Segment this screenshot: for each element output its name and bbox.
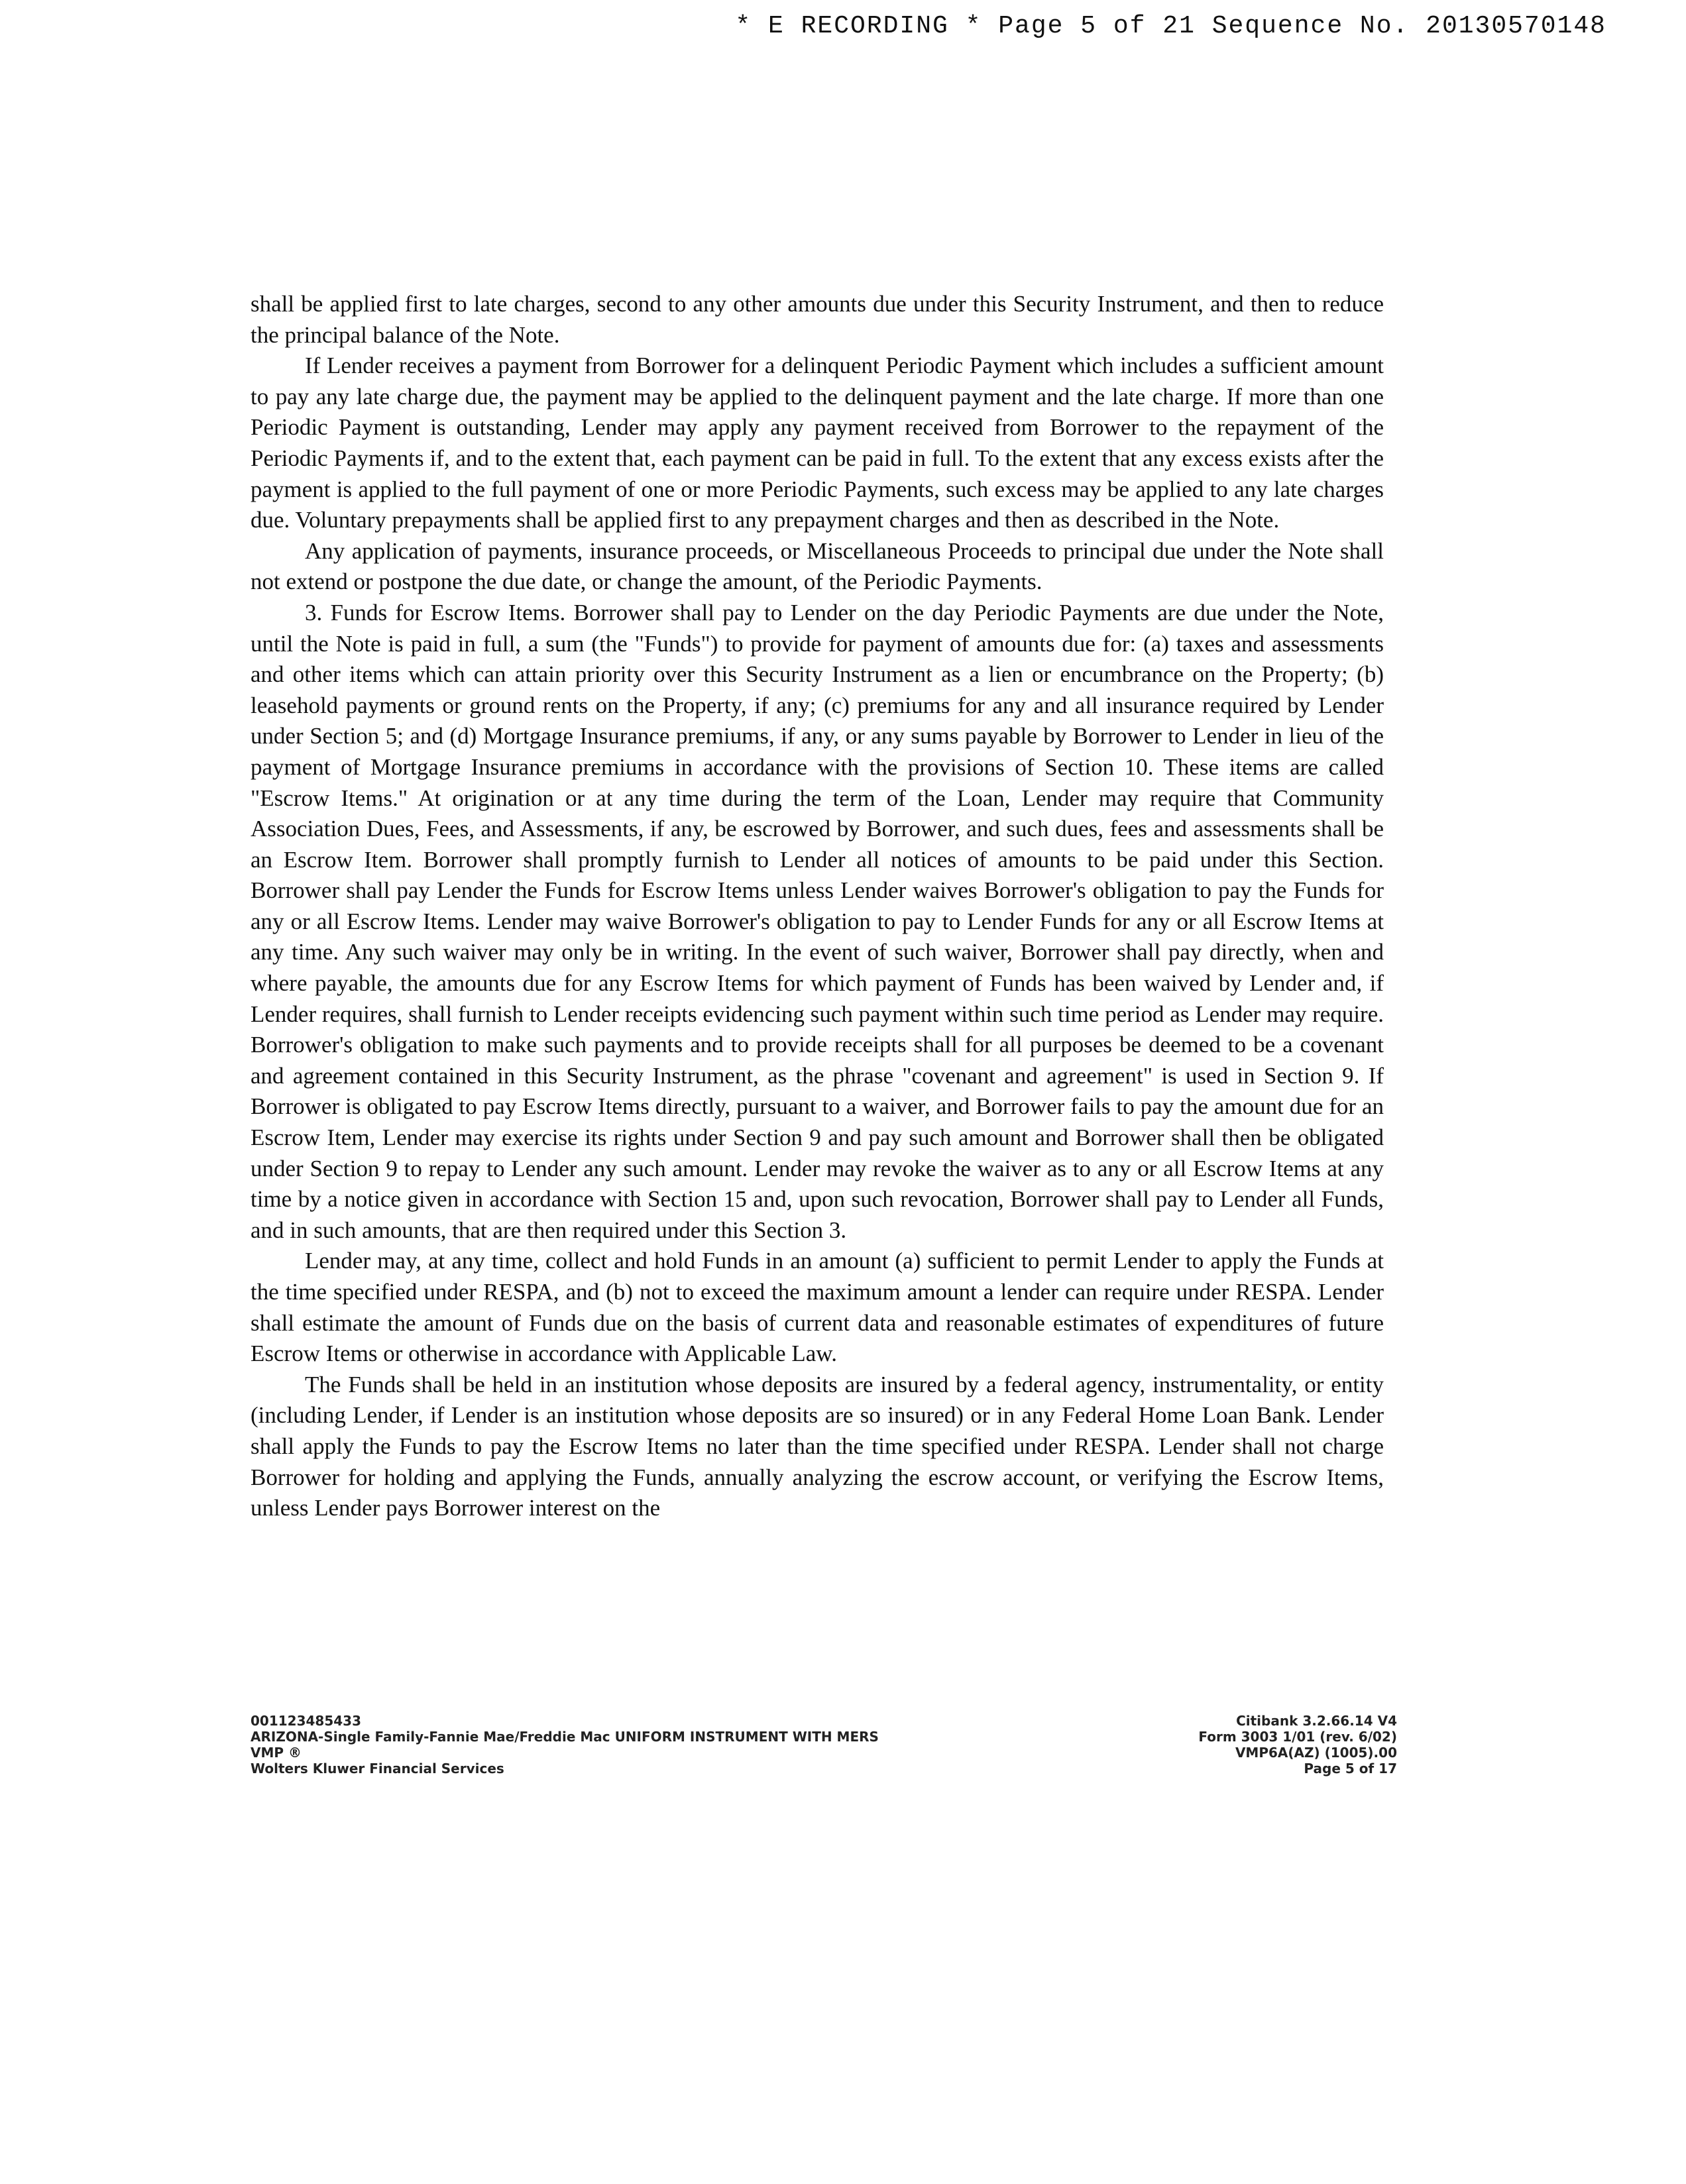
form-number: Form 3003 1/01 (rev. 6/02) xyxy=(1198,1729,1397,1745)
recording-header: * E RECORDING * Page 5 of 21 Sequence No. 20130570148 xyxy=(735,12,1606,40)
vmp-mark: VMP ® xyxy=(251,1745,302,1761)
paragraph-section-3-funds-for-escrow: 3. Funds for Escrow Items. Borrower shall pay to Lender on the day Periodic Payments are due under the Note, until the Note is paid in full, a sum (the "Funds") to provide for payment of amounts due for: (a) taxes and assessments and other items which can attain priority over this Security Instrument as a lien or encumbrance on the Property; (b) leasehold payments or ground rents on the Property, if any; (c) premiums for any and all insurance required by Lender under Section 5; and (d) Mortgage Insurance premiums, if any, or any sums payable by Borrower to Lender in lieu of the payment of Mortgage Insurance premiums in accordance with the provisions of Section 10. These items are called "Escrow Items." At origination or at any time during the term of the Loan, Lender may require that Community Association Dues, Fees, and Assessments, if any, be escrowed by Borrower, and such dues, fees and assessments shall be an Escrow Item. Borrower shall promptly furnish to Lender all notices of amounts to be paid under this Section. Borrower shall pay Lender the Funds for Escrow Items unless Lender waives Borrower's obligation to pay the Funds for any or all Escrow Items. Lender may waive Borrower's obligation to pay to Lender Funds for any or all Escrow Items at any time. Any such waiver may only be in writing. In the event of such waiver, Borrower shall pay directly, when and where payable, the amounts due for any Escrow Items for which payment of Funds has been waived by Lender and, if Lender requires, shall furnish to Lender receipts evidencing such payment within such time period as Lender may require. Borrower's obligation to make such payments and to provide receipts shall for all purposes be deemed to be a covenant and agreement contained in this Security Instrument, as the phrase "covenant and agreement" is used in Section 9. If Borrower is obligated to pay Escrow Items directly, pursuant to a waiver, and Borrower fails to pay the amount due for an Escrow Item, Lender may exercise its rights under Section 9 and pay such amount and Borrower shall then be obligated under Section 9 to repay to Lender any such amount. Lender may revoke the waiver as to any or all Escrow Items at any time by a notice given in accordance with Section 15 and, upon such revocation, Borrower shall pay to Lender all Funds, and in such amounts, that are then required under this Section 3. xyxy=(251,599,1384,1243)
paragraph-continuation: shall be applied first to late charges, second to any other amounts due under this Security Instrument, and then to reduce the principal balance of the Note. xyxy=(251,291,1384,348)
paragraph-application-of-payments: Any application of payments, insurance proceeds, or Miscellaneous Proceeds to principal due under the Note shall not extend or postpone the due date, or change the amount, of the Periodic Payments. xyxy=(251,537,1384,595)
lender-version: Citibank 3.2.66.14 V4 xyxy=(1236,1713,1397,1729)
form-title: ARIZONA-Single Family-Fannie Mae/Freddie Mac UNIFORM INSTRUMENT WITH MERS xyxy=(251,1729,879,1745)
footer-right xyxy=(999,1713,1397,1776)
page-number: Page 5 of 17 xyxy=(1304,1761,1397,1776)
paragraph-delinquent-payment: If Lender receives a payment from Borrower for a delinquent Periodic Payment which includes a sufficient amount to pay any late charge due, the payment may be applied to the delinquent payment and the late charge. If more than one Periodic Payment is outstanding, Lender may apply any payment received from Borrower to the repayment of the Periodic Payments if, and to the extent that, each payment can be paid in full. To the extent that any excess exists after the payment is applied to the full payment of one or more Periodic Payments, such excess may be applied to any late charges due. Voluntary prepayments shall be applied first to any prepayment charges and then as described in the Note. xyxy=(251,353,1384,533)
document-body xyxy=(251,289,1384,1524)
publisher: Wolters Kluwer Financial Services xyxy=(251,1761,504,1776)
paragraph-funds-held: The Funds shall be held in an institution whose deposits are insured by a federal agency, instrumentality, or entity (including Lender, if Lender is an institution whose deposits are so insured) or in any Federal Home Loan Bank. Lender shall apply the Funds to pay the Escrow Items no later than the time specified under RESPA. Lender shall not charge Borrower for holding and applying the Funds, annually analyzing the escrow account, or verifying the Escrow Items, unless Lender pays Borrower interest on the xyxy=(251,1371,1384,1521)
loan-number: 001123485433 xyxy=(251,1713,361,1729)
footer-left xyxy=(251,1713,913,1776)
paragraph-respa-collect-funds: Lender may, at any time, collect and hold Funds in an amount (a) sufficient to permit Lender to apply the Funds at the time specified under RESPA, and (b) not to exceed the maximum amount a lender can require under RESPA. Lender shall estimate the amount of Funds due on the basis of current data and reasonable estimates of expenditures of future Escrow Items or otherwise in accordance with Applicable Law. xyxy=(251,1248,1384,1367)
form-code: VMP6A(AZ) (1005).00 xyxy=(1235,1745,1397,1761)
